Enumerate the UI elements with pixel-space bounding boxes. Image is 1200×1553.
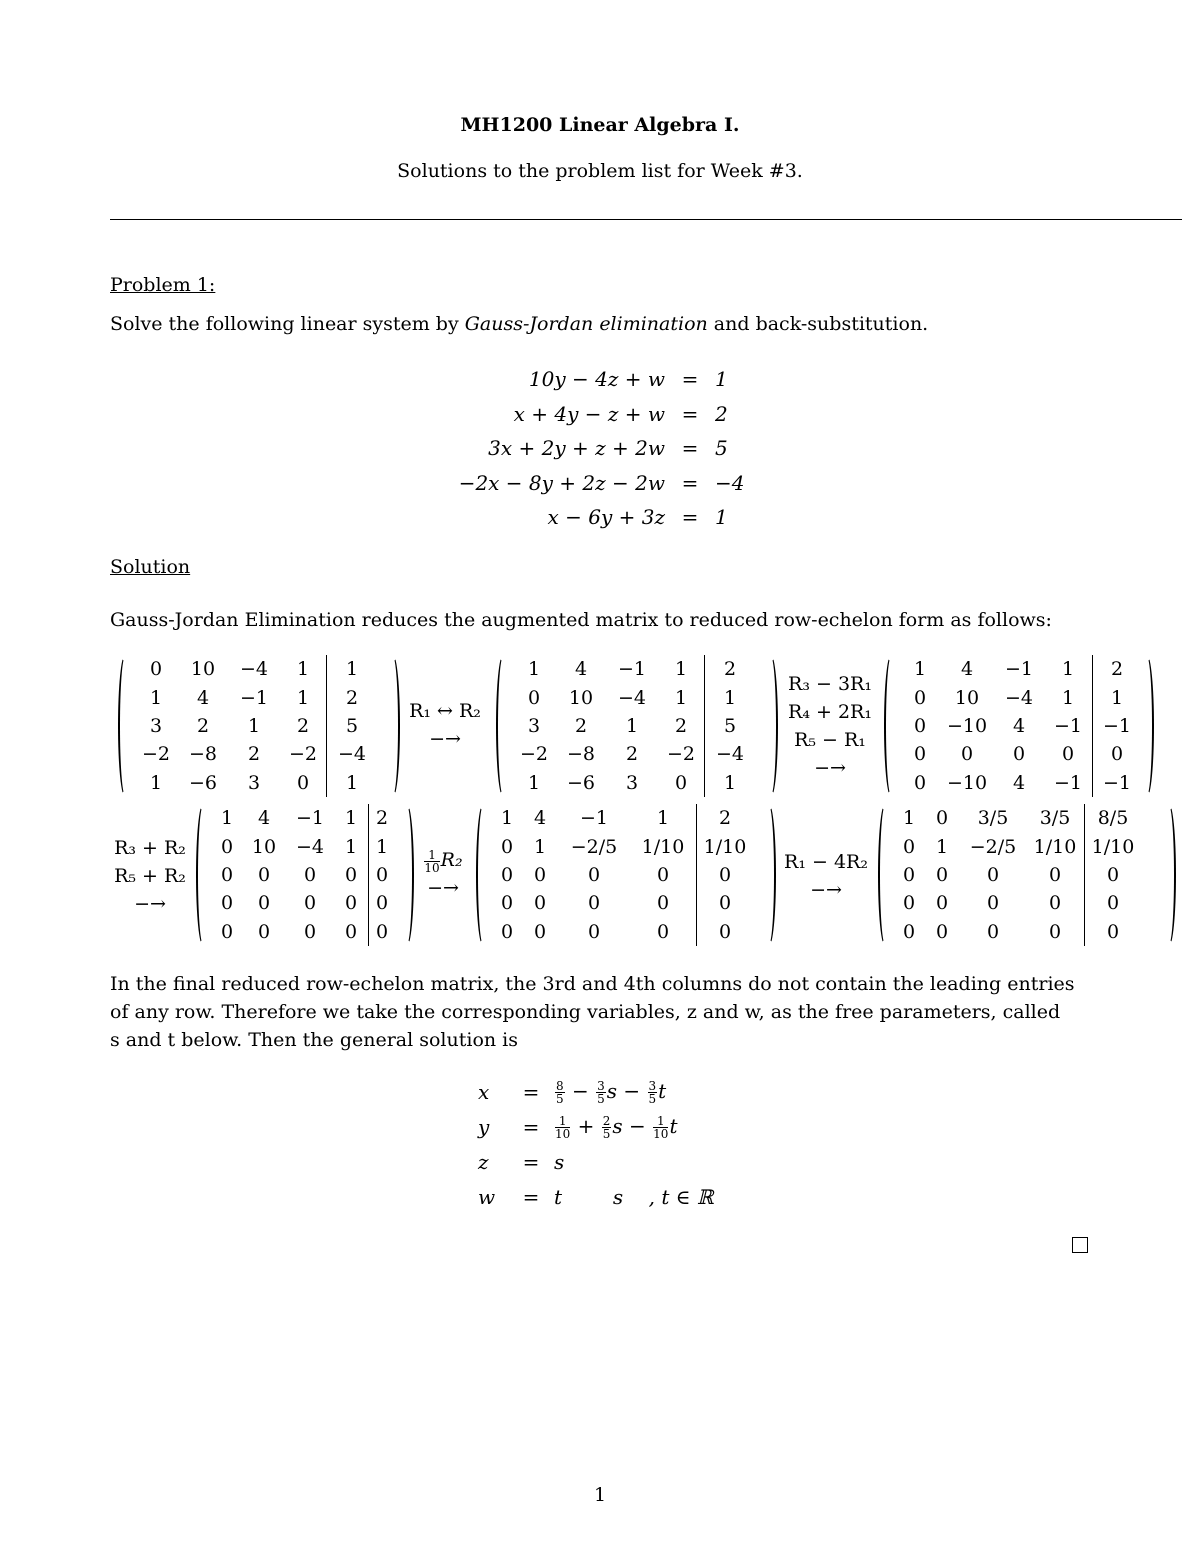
equation-lhs: x + 4y − z + w [513, 401, 665, 426]
matrix-cell: 1 [500, 807, 514, 830]
equation-rel: = [681, 436, 699, 461]
matrix-cell: 1 [149, 686, 163, 709]
matrix-cell: 0 [220, 863, 234, 886]
matrix-cell: 4 [1012, 714, 1026, 737]
matrix-row [212, 804, 395, 832]
linear-system [420, 362, 775, 535]
matrix-cell: 0 [220, 920, 234, 943]
problem-statement: Solve the following linear system by Gauss-Jordan elimination and back-substitution. [110, 313, 929, 335]
matrix-cell: 0 [913, 743, 927, 766]
matrix-cell: 1 [149, 771, 163, 794]
matrix-row [492, 832, 753, 860]
matrix-cell: −2/5 [969, 835, 1017, 858]
matrix-cell: 10 [568, 686, 594, 709]
equation-lhs: x − 6y + 3z [547, 505, 665, 530]
matrix-row [134, 769, 377, 797]
solution-heading: Solution [110, 556, 191, 578]
matrix-cell: 3 [149, 714, 163, 737]
matrix-cell: 1 [902, 807, 916, 830]
matrix-cell: 0 [902, 863, 916, 886]
matrix-cell: 0 [500, 892, 514, 915]
matrix-cell: −4 [327, 740, 378, 768]
matrix-cell: 0 [1085, 889, 1142, 917]
header-divider [110, 219, 1182, 220]
matrix-2 [496, 655, 778, 797]
matrix-cell: 0 [656, 892, 670, 915]
matrix-cell: 0 [1085, 861, 1142, 889]
matrix-cell: 0 [369, 889, 396, 917]
matrix-row [894, 832, 1141, 860]
matrix-cell: 1/10 [641, 835, 685, 858]
equation-row [420, 431, 775, 466]
matrix-cell: 0 [149, 658, 163, 681]
matrix-row [512, 740, 755, 768]
equation-lhs: 3x + 2y + z + 2w [488, 436, 665, 461]
matrix-cell: 1 [625, 714, 639, 737]
matrix-cell: 0 [587, 892, 601, 915]
matrix-cell: 1 [327, 769, 378, 797]
matrix-cell: 1 [1061, 658, 1075, 681]
matrix-cell: 0 [697, 861, 754, 889]
equation-rhs: −4 [715, 470, 745, 495]
matrix-cell: 0 [303, 920, 317, 943]
matrix-cell: 1 [674, 658, 688, 681]
matrix-cell: −2 [288, 743, 317, 766]
right-paren [400, 804, 414, 946]
matrix-cell: 0 [1048, 892, 1062, 915]
equation-rhs: 1 [715, 505, 728, 530]
matrix-cell: 1 [527, 658, 541, 681]
matrix-cell: −8 [188, 743, 217, 766]
equation-rhs: 5 [715, 436, 728, 461]
matrix-row [492, 889, 753, 917]
matrix-cell: −4 [617, 686, 646, 709]
matrix-cell: −2 [666, 743, 695, 766]
matrix-cell: 0 [902, 835, 916, 858]
matrix-cell: −2 [141, 743, 170, 766]
matrix-5 [476, 804, 776, 946]
equation-lhs: 10y − 4z + w [528, 367, 665, 392]
equation-row [420, 362, 775, 397]
op-row-reduce-3: R₁ − 4R₂ −→ [784, 851, 868, 901]
matrix-cell: 1 [247, 714, 261, 737]
qed-square-icon [1072, 1237, 1088, 1253]
op-row-reduce-2: R₃ + R₂ R₅ + R₂ −→ [114, 837, 186, 915]
matrix-cell: 0 [344, 863, 358, 886]
equation-rel: = [681, 470, 699, 495]
equation-rel: = [681, 401, 699, 426]
matrix-cell: 2 [705, 655, 756, 683]
matrix-cell: 0 [913, 714, 927, 737]
right-paren [386, 655, 400, 797]
matrix-cell: −10 [946, 714, 988, 737]
matrix-6 [878, 804, 1176, 946]
matrix-cell: −4 [239, 658, 268, 681]
equation-lhs: −2x − 8y + 2z − 2w [458, 470, 665, 495]
equation-row [420, 500, 775, 535]
matrix-cell: 3 [247, 771, 261, 794]
matrix-3 [884, 655, 1154, 797]
matrix-row [512, 683, 755, 711]
matrix-cell: −1 [239, 686, 268, 709]
matrix-cell: 1 [1061, 686, 1075, 709]
matrix-cell: 0 [220, 835, 234, 858]
matrix-cell: 0 [369, 918, 396, 946]
matrix-cell: 0 [986, 920, 1000, 943]
matrix-cell: −1 [1053, 714, 1082, 737]
document-title: MH1200 Linear Algebra I. [460, 114, 740, 136]
matrix-cell: 0 [303, 863, 317, 886]
matrix-row [900, 769, 1141, 797]
matrix-cell: 1 [296, 686, 310, 709]
matrix-cell: 1 [705, 683, 756, 711]
matrix-cell: 2 [296, 714, 310, 737]
matrix-cell: 0 [656, 863, 670, 886]
matrix-row [894, 861, 1141, 889]
matrix-cell: 2 [247, 743, 261, 766]
op-scale: $\frac{1}{10}$ R₂ −→ [424, 847, 463, 899]
matrix-cell: 1/10 [697, 832, 754, 860]
matrix-cell: 0 [656, 920, 670, 943]
matrix-cell: 0 [697, 889, 754, 917]
matrix-cell: −1 [1093, 712, 1142, 740]
matrix-cell: 2 [625, 743, 639, 766]
matrix-cell: 1 [913, 658, 927, 681]
matrix-row [894, 804, 1141, 832]
matrix-cell: 1 [327, 655, 378, 683]
matrix-cell: −6 [188, 771, 217, 794]
right-paren [1162, 804, 1176, 946]
matrix-row [212, 832, 395, 860]
matrix-cell: 0 [500, 863, 514, 886]
matrix-row [212, 861, 395, 889]
matrix-cell: −1 [617, 658, 646, 681]
matrix-cell: 0 [935, 920, 949, 943]
matrix-cell: 0 [527, 686, 541, 709]
explanation: In the final reduced row-echelon matrix, the 3rd and 4th columns do not contain the leading entries of any row. Therefore we take the corresponding variables, z and w, as the free parameters, called s and t below. Then the general solution is [110, 973, 1075, 1051]
matrix-1 [118, 655, 400, 797]
matrix-cell: 0 [935, 863, 949, 886]
matrix-row [134, 683, 377, 711]
matrix-cell: 1/10 [1085, 832, 1142, 860]
matrix-row [512, 655, 755, 683]
matrix-cell: 4 [1012, 771, 1026, 794]
matrix-cell: 10 [190, 658, 216, 681]
left-paren [884, 655, 898, 797]
matrix-cell: 0 [344, 920, 358, 943]
matrix-cell: 0 [533, 920, 547, 943]
matrix-row [512, 769, 755, 797]
matrix-cell: 0 [533, 892, 547, 915]
general-solution: x = $\frac{8}{5}$ − $\frac{3}{5}$ s − $\frac{3}{5}$ t y = $\frac{1}{10}$ + $\frac{2}{5}$ s − $\frac{1}{10}$ t z = s w = t s , t ∈ ℝ [478, 1078, 714, 1209]
matrix-row [492, 804, 753, 832]
matrix-cell: 2 [1093, 655, 1142, 683]
matrix-cell: 1 [1093, 683, 1142, 711]
equation-row [420, 466, 775, 501]
matrix-cell: −2 [519, 743, 548, 766]
matrix-cell: 3 [527, 714, 541, 737]
matrix-cell: 0 [697, 918, 754, 946]
matrix-cell: 1 [527, 771, 541, 794]
matrix-cell: 3/5 [977, 807, 1009, 830]
matrix-cell: 0 [344, 892, 358, 915]
matrix-cell: −6 [566, 771, 595, 794]
right-paren [762, 804, 776, 946]
matrix-cell: 0 [913, 686, 927, 709]
matrix-cell: 1 [344, 807, 358, 830]
matrix-cell: 0 [902, 920, 916, 943]
matrix-cell: 3 [625, 771, 639, 794]
matrix-cell: 4 [257, 807, 271, 830]
problem-heading: Problem 1: [110, 274, 216, 296]
matrix-cell: 1 [935, 835, 949, 858]
matrix-row [894, 889, 1141, 917]
matrix-cell: 4 [196, 686, 210, 709]
matrix-cell: 0 [257, 892, 271, 915]
equation-rhs: 2 [715, 401, 728, 426]
matrix-cell: 2 [369, 804, 396, 832]
equation-rel: = [681, 505, 699, 530]
matrix-cell: 0 [369, 861, 396, 889]
matrix-row [212, 889, 395, 917]
matrix-cell: 2 [196, 714, 210, 737]
matrix-cell: 0 [587, 863, 601, 886]
matrix-cell: 0 [587, 920, 601, 943]
right-paren [764, 655, 778, 797]
matrix-cell: −4 [1004, 686, 1033, 709]
matrix-row [894, 918, 1141, 946]
matrix-cell: 10 [251, 835, 277, 858]
matrix-cell: 2 [697, 804, 754, 832]
page-number: 1 [593, 1484, 607, 1506]
matrix-row [900, 740, 1141, 768]
left-paren [196, 804, 210, 946]
matrix-cell: 0 [935, 807, 949, 830]
matrix-cell: −10 [946, 771, 988, 794]
matrix-cell: 0 [303, 892, 317, 915]
op-row-reduce-1: R₃ − 3R₁ R₄ + 2R₁ R₅ − R₁ −→ [788, 673, 872, 779]
matrix-cell: −8 [566, 743, 595, 766]
matrix-cell: 5 [705, 712, 756, 740]
matrix-cell: −1 [1053, 771, 1082, 794]
equation-row [420, 397, 775, 432]
document-subtitle: Solutions to the problem list for Week #3. [397, 160, 803, 182]
matrix-cell: 0 [913, 771, 927, 794]
matrix-cell: 0 [986, 863, 1000, 886]
matrix-row [134, 712, 377, 740]
matrix-cell: 2 [574, 714, 588, 737]
matrix-cell: 4 [574, 658, 588, 681]
matrix-cell: 0 [986, 892, 1000, 915]
matrix-cell: 4 [533, 807, 547, 830]
matrix-cell: −1 [579, 807, 608, 830]
matrix-cell: 1/10 [1033, 835, 1077, 858]
matrix-cell: 1 [656, 807, 670, 830]
matrix-cell: 5 [327, 712, 378, 740]
matrix-cell: 1 [533, 835, 547, 858]
matrix-row [134, 655, 377, 683]
matrix-cell: 0 [500, 835, 514, 858]
matrix-row [212, 918, 395, 946]
matrix-cell: −1 [295, 807, 324, 830]
matrix-cell: 0 [257, 920, 271, 943]
op-swap: R₁ ↔ R₂ −→ [409, 700, 481, 750]
equation-rhs: 1 [715, 367, 728, 392]
matrix-cell: 2 [327, 683, 378, 711]
matrix-cell: 0 [935, 892, 949, 915]
matrix-cell: −1 [1093, 769, 1142, 797]
matrix-row [134, 740, 377, 768]
solution-intro: Gauss-Jordan Elimination reduces the augmented matrix to reduced row-echelon form as follows: [110, 609, 1052, 631]
matrix-cell: 0 [902, 892, 916, 915]
matrix-cell: 1 [369, 832, 396, 860]
matrix-cell: −4 [705, 740, 756, 768]
left-paren [878, 804, 892, 946]
matrix-row [900, 683, 1141, 711]
matrix-4 [196, 804, 414, 946]
matrix-cell: 0 [1048, 920, 1062, 943]
matrix-cell: 0 [533, 863, 547, 886]
matrix-cell: 0 [1048, 863, 1062, 886]
matrix-row [492, 861, 753, 889]
matrix-cell: 0 [674, 771, 688, 794]
matrix-cell: 2 [674, 714, 688, 737]
matrix-row [900, 655, 1141, 683]
left-paren [496, 655, 510, 797]
matrix-cell: 1 [344, 835, 358, 858]
left-paren [118, 655, 132, 797]
matrix-cell: 0 [257, 863, 271, 886]
matrix-cell: 0 [1061, 743, 1075, 766]
matrix-cell: 4 [960, 658, 974, 681]
matrix-row [900, 712, 1141, 740]
equation-rel: = [681, 367, 699, 392]
left-paren [476, 804, 490, 946]
matrix-cell: 0 [1085, 918, 1142, 946]
matrix-cell: 0 [1093, 740, 1142, 768]
matrix-cell: −1 [1004, 658, 1033, 681]
matrix-cell: 8/5 [1085, 804, 1142, 832]
matrix-cell: 1 [296, 658, 310, 681]
matrix-cell: 0 [960, 743, 974, 766]
matrix-cell: 3/5 [1039, 807, 1071, 830]
matrix-cell: 0 [296, 771, 310, 794]
right-paren [1140, 655, 1154, 797]
matrix-cell: −4 [295, 835, 324, 858]
matrix-cell: 1 [220, 807, 234, 830]
matrix-cell: −2/5 [570, 835, 618, 858]
matrix-cell: 1 [674, 686, 688, 709]
matrix-row [492, 918, 753, 946]
matrix-cell: 0 [1012, 743, 1026, 766]
matrix-cell: 0 [220, 892, 234, 915]
matrix-cell: 0 [500, 920, 514, 943]
matrix-cell: 1 [705, 769, 756, 797]
matrix-cell: 10 [954, 686, 980, 709]
matrix-row [512, 712, 755, 740]
